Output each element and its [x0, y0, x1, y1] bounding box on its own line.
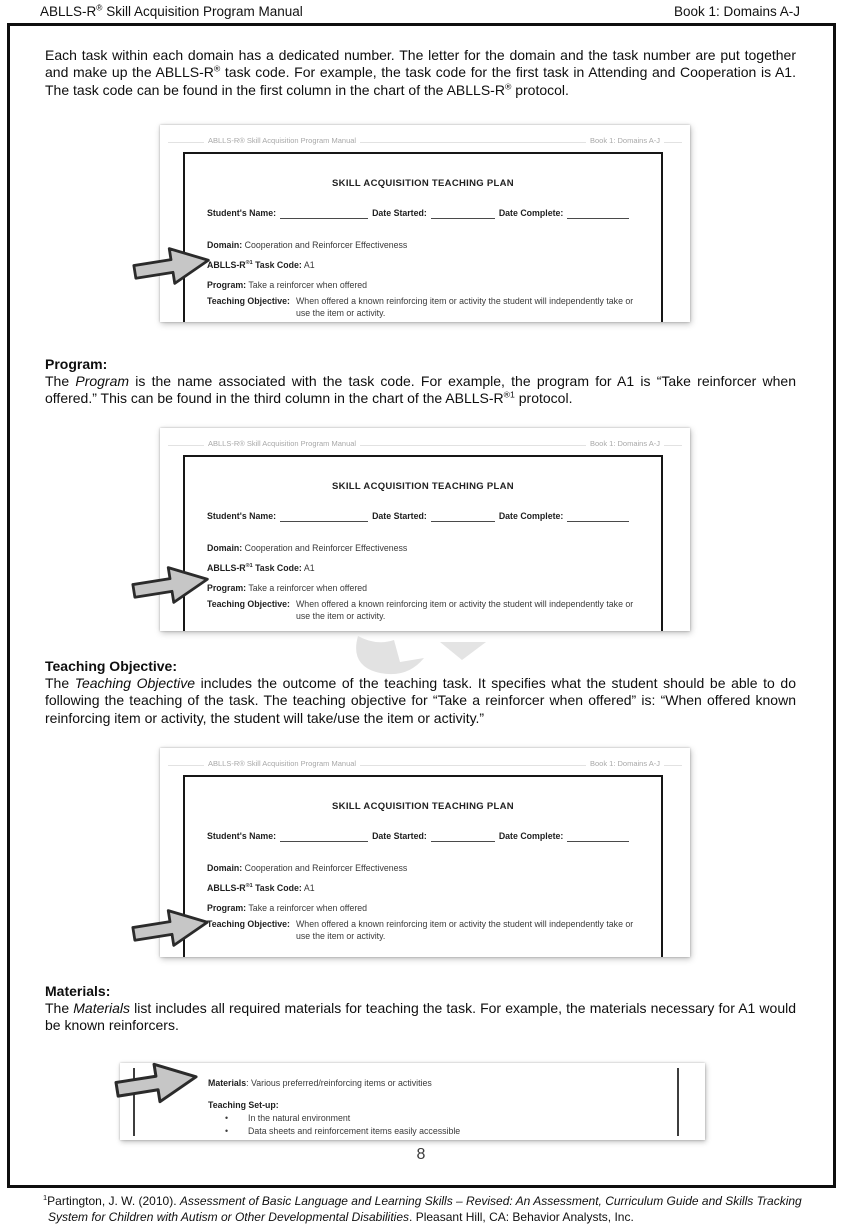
program-row: Program: Take a reinforcer when offered	[207, 903, 368, 913]
callout-arrow-task-code-icon	[132, 241, 212, 291]
intro-paragraph: Each task within each domain has a dedicated number. The letter for the domain and the task number are put together and make up the ABLLS-R® task code. For example, the task code for the first task in Attending and Cooperation is A1. The task code can be found in the first column in the chart of the ABLLS-R® protocol.	[45, 47, 796, 98]
footnote	[43, 1194, 809, 1225]
callout-arrow-materials-icon	[114, 1057, 200, 1109]
program-section-paragraph: The Program is the name associated with the task code. For example, the program for A1 is “Take reinforcer when offered.” This can be found in the third column in the chart of the ABLLS-$R^{®1}$ protocol.	[45, 373, 796, 407]
form-title: SKILL ACQUISITION TEACHING PLAN	[332, 481, 514, 492]
blank-line	[567, 210, 629, 219]
blank-line	[431, 513, 495, 522]
blank-line	[280, 210, 368, 219]
form-title: SKILL ACQUISITION TEACHING PLAN	[332, 178, 514, 189]
mini-header-right: Book 1: Domains A-J	[586, 759, 664, 768]
blank-line	[280, 513, 368, 522]
teaching-plan-screenshot-2	[160, 428, 690, 631]
mini-header-left: ABLLS-R® Skill Acquisition Program Manual	[204, 136, 360, 145]
student-name-row: Student's Name: Date Started: Date Complete:	[207, 831, 649, 842]
program-row: Program: Take a reinforcer when offered	[207, 583, 368, 593]
materials-strip-screenshot	[120, 1063, 705, 1140]
task-code-row: ABLLS-$R^{®1}$ Task Code: A1	[207, 883, 315, 893]
teaching-objective-row: Teaching Objective: When offered a known reinforcing item or activity the student will independently take or use the item or activity.	[207, 599, 634, 621]
callout-arrow-teaching-objective-icon	[131, 903, 211, 953]
task-code-row: ABLLS-$R^{®1}$ Task Code: A1	[207, 260, 315, 270]
page-header-right: Book 1: Domains A-J	[673, 4, 800, 19]
form-title: SKILL ACQUISITION TEACHING PLAN	[332, 801, 514, 812]
materials-section-paragraph: The Materials list includes all required materials for teaching the task. For example, the materials necessary for A1 would be known reinforcers.	[45, 1000, 797, 1034]
bullet-icon: •	[225, 1113, 229, 1123]
program-row: Program: Take a reinforcer when offered	[207, 280, 368, 290]
date-started-label: Date Started:	[372, 208, 427, 218]
mini-header-left: ABLLS-R® Skill Acquisition Program Manual	[204, 439, 360, 448]
student-name-row	[207, 208, 649, 219]
date-complete-label: Date Complete:	[498, 208, 564, 218]
blank-line	[431, 210, 495, 219]
blank-line	[567, 833, 629, 842]
domain-row: Domain: Cooperation and Reinforcer Effectiveness	[207, 543, 408, 553]
blank-line	[280, 833, 368, 842]
mini-header-right: Book 1: Domains A-J	[586, 136, 664, 145]
teaching-plan-form	[183, 152, 663, 322]
teaching-setup-label: Teaching Set-up:	[208, 1100, 279, 1110]
footnote-line-2: System for Children with Autism or Other Developmental Disabilities. Pleasant Hill, CA: Behavior Analysts, Inc.	[48, 1209, 634, 1224]
blank-line	[567, 513, 629, 522]
mini-header-left: ABLLS-R® Skill Acquisition Program Manual	[204, 759, 360, 768]
teaching-plan-form	[183, 455, 663, 631]
callout-arrow-program-icon	[131, 560, 211, 610]
footnote-line-1: $^1$Partington, J. W. (2010). Assessment of Basic Language and Learning Skills – Revised: An Assessment, Curriculum Guide and Skills Tracking	[43, 1193, 802, 1208]
students-name-label: Student's Name:	[207, 208, 277, 218]
teaching-plan-screenshot-1	[160, 125, 690, 322]
materials-row: Materials: Various preferred/reinforcing items or activities	[208, 1078, 432, 1088]
materials-section-heading: Materials:	[45, 983, 111, 999]
teaching-plan-form	[183, 775, 663, 957]
teaching-objective-section-heading: Teaching Objective:	[45, 658, 177, 674]
page-number: 8	[416, 1146, 426, 1163]
form-right-border	[677, 1068, 679, 1136]
blank-line	[431, 833, 495, 842]
teaching-plan-screenshot-3	[160, 748, 690, 957]
teaching-objective-section-paragraph: The Teaching Objective includes the outcome of the teaching task. It specifies what the student should be able to do following the teaching of the task. The teaching objective for “Take a reinforcer when offered” is: “When offered known reinforcing item or activity, the student will take/use the item or activity.”	[45, 675, 796, 726]
teaching-objective-row: Teaching Objective: When offered a known reinforcing item or activity the student will independently take or use the item or activity.	[207, 296, 634, 318]
domain-row: Domain: Cooperation and Reinforcer Effectiveness	[207, 863, 408, 873]
setup-bullet-1: • In the natural environment	[225, 1113, 351, 1123]
task-code-row: ABLLS-$R^{®1}$ Task Code: A1	[207, 563, 315, 573]
domain-row: Domain: Cooperation and Reinforcer Effectiveness	[207, 240, 408, 250]
student-name-row: Student's Name: Date Started: Date Complete:	[207, 511, 649, 522]
teaching-objective-row: Teaching Objective: When offered a known reinforcing item or activity the student will independently take or use the item or activity.	[207, 919, 634, 941]
mini-header-right: Book 1: Domains A-J	[586, 439, 664, 448]
bullet-icon: •	[225, 1126, 229, 1136]
program-section-heading: Program:	[45, 356, 108, 372]
setup-bullet-2: • Data sheets and reinforcement items easily accessible	[225, 1126, 461, 1136]
page-header-left: ABLLS-R® Skill Acquisition Program Manual	[40, 2, 303, 19]
